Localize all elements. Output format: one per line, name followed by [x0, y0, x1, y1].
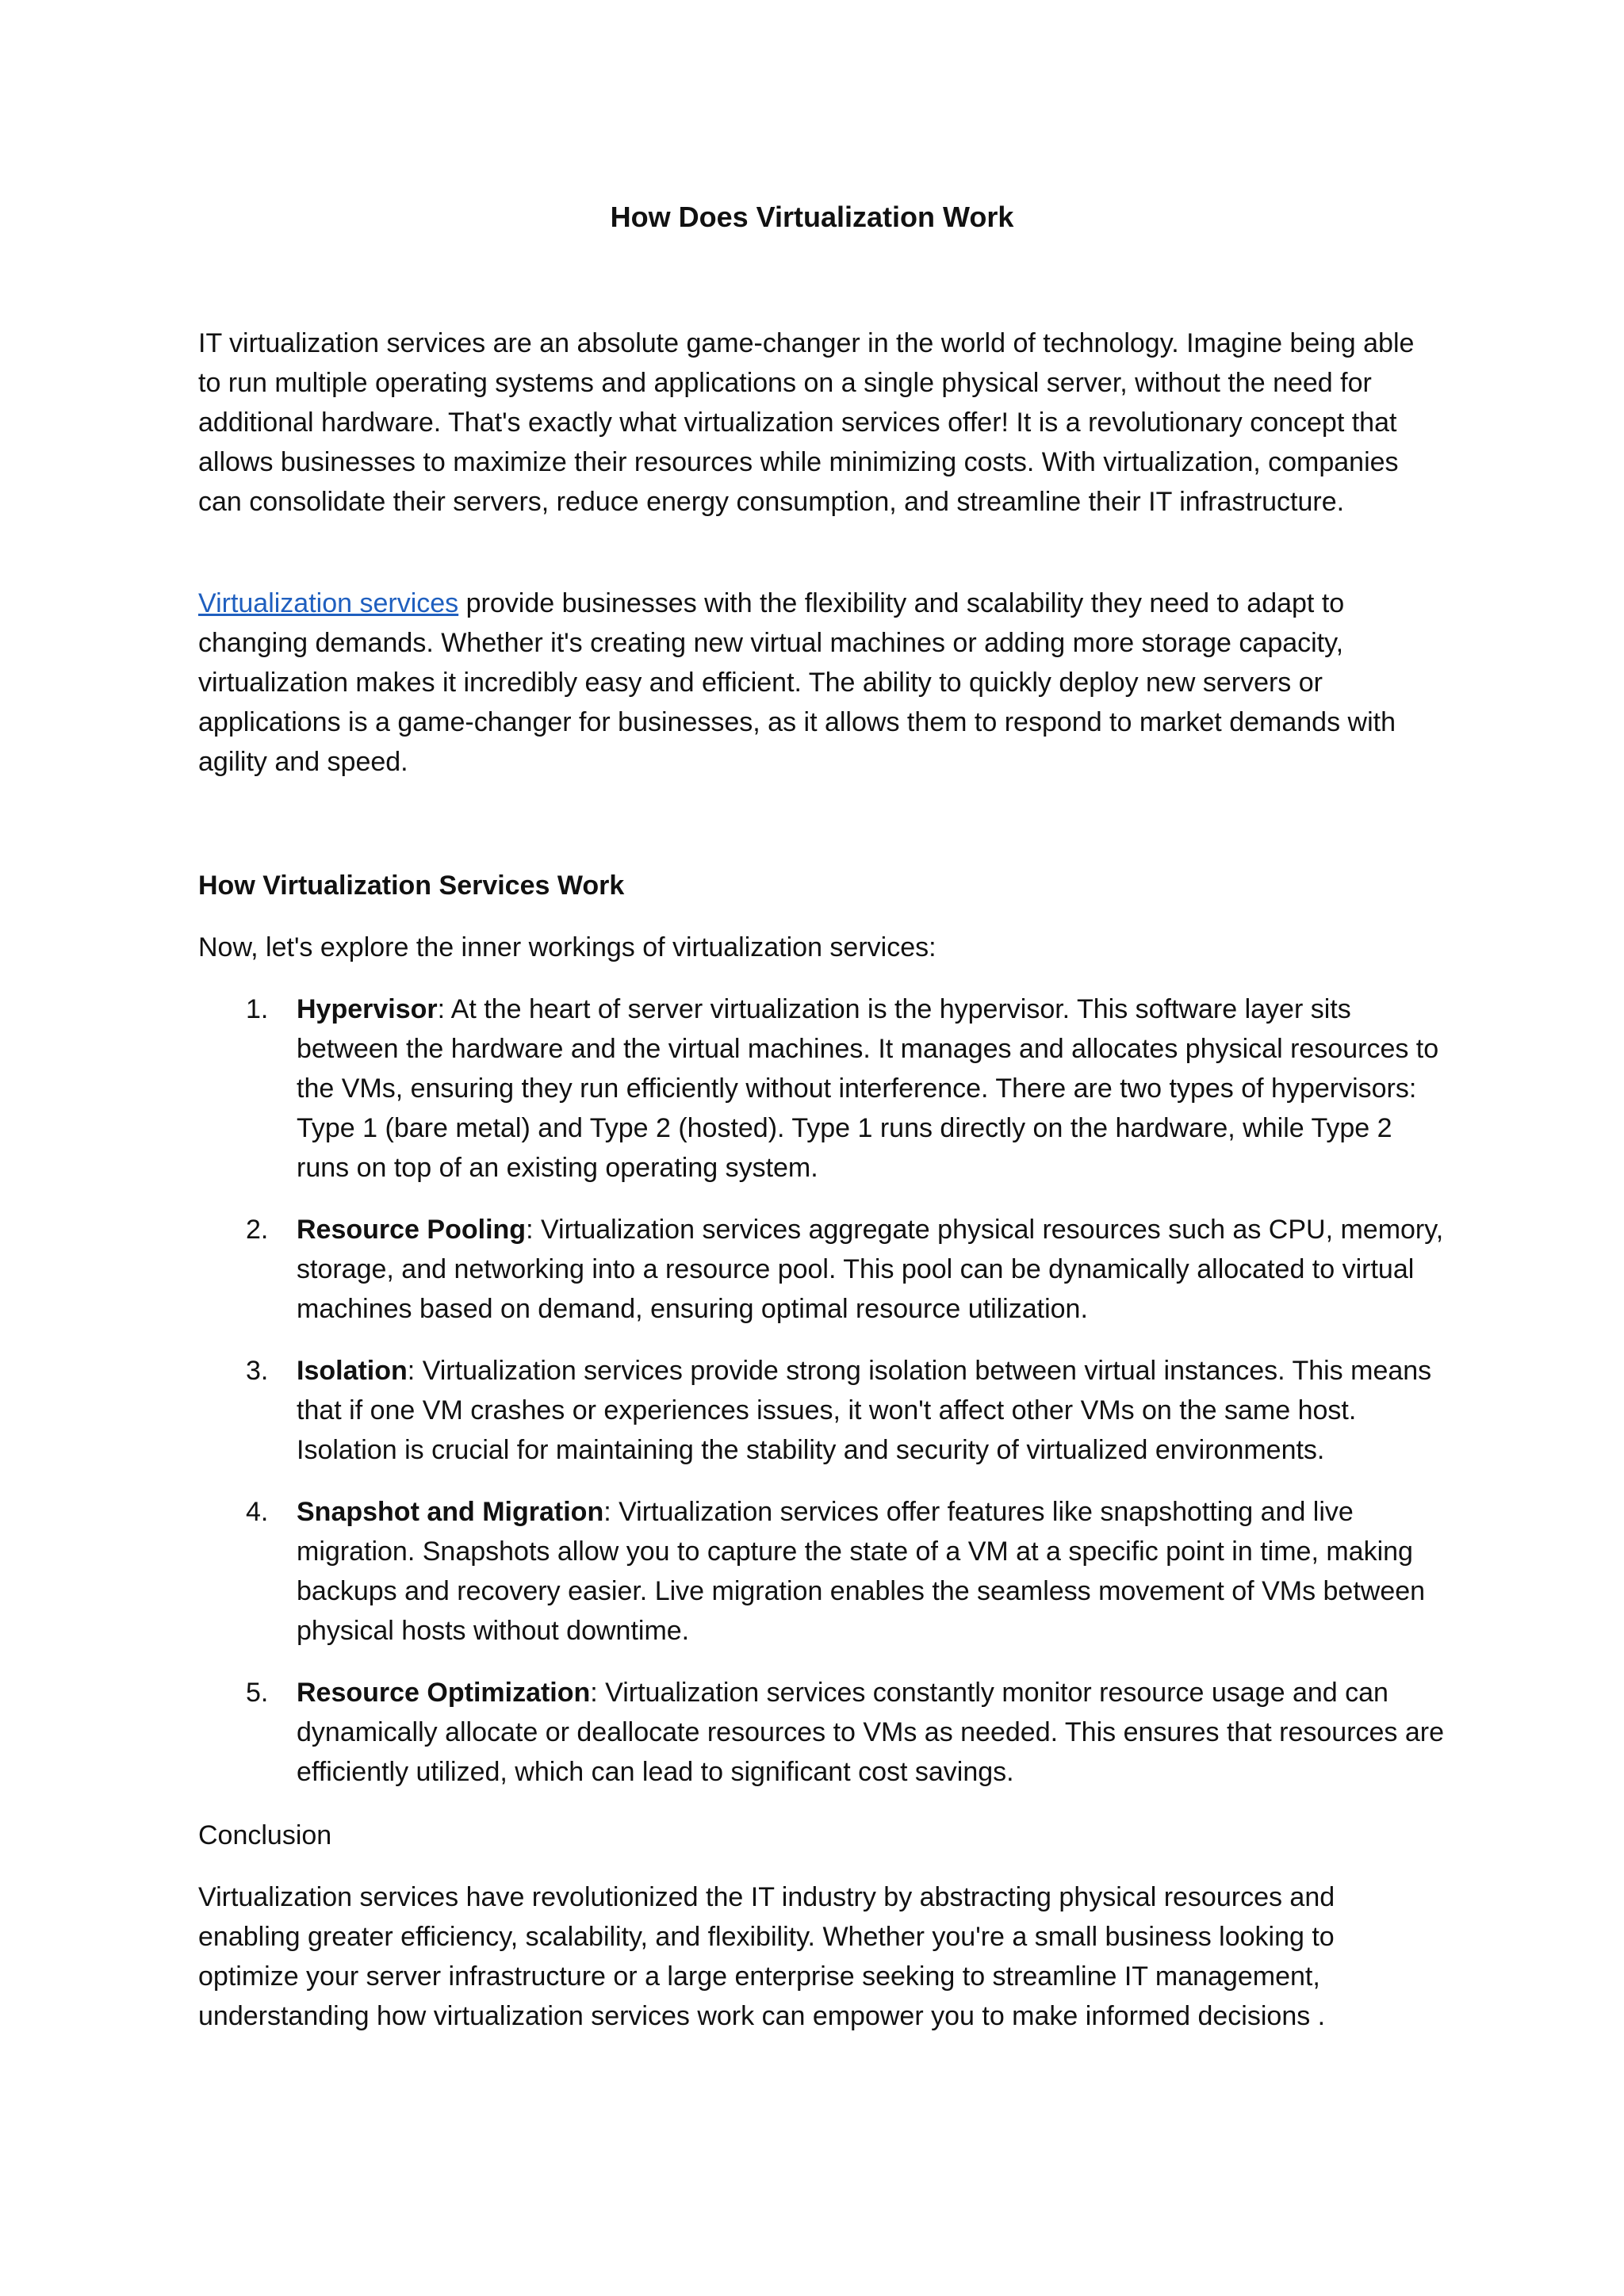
list-item-text: : Virtualization services provide strong isolation between virtual instances. This means that if one VM crashes or experiences issues, it won't affect other VMs on the same host. Isolation is crucial for maintaining the stability and security of virtualized environments.	[297, 1356, 1432, 1465]
conclusion-label: Conclusion	[198, 1820, 332, 1850]
list-item-number: 3.	[246, 1356, 269, 1386]
list-item-number: 2.	[246, 1215, 269, 1245]
list-item-text: : Virtualization services offer features like snapshotting and live migration. Snapshots allow you to capture the state of a VM at a specific point in time, making backups and recovery easier. Live migration enables the seamless movement of VMs between physical hosts without downtime.	[297, 1497, 1426, 1646]
list-item-text: : Virtualization services constantly monitor resource usage and can dynamically allocate or deallocate resources to VMs as needed. This ensures that resources are efficiently utilized, which can lead to significant cost savings.	[297, 1678, 1445, 1787]
second-paragraph-text: provide businesses with the flexibility and scalability they need to adapt to changing demands. Whether it's creating new virtual machines or adding more storage capacity, virtualization makes it incredibly easy and efficient. The ability to quickly deploy new servers or applications is a game-changer for businesses, as it allows them to respond to market demands with agility and speed.	[198, 588, 1396, 777]
section-intro: Now, let's explore the inner workings of virtualization services:	[198, 932, 936, 962]
list-item	[198, 1351, 1451, 1470]
steps-list	[198, 989, 1451, 1814]
list-item-number: 4.	[246, 1497, 269, 1527]
list-item-term: Resource Pooling	[297, 1215, 527, 1245]
list-item-term: Snapshot and Migration	[297, 1497, 604, 1527]
list-item-text: : At the heart of server virtualization is the hypervisor. This software layer sits between the hardware and the virtual machines. It manages and allocates physical resources to the VMs, ensuring they run efficiently without interference. There are two types of hypervisors: Type 1 (bare metal) and Type 2 (hosted). Type 1 runs directly on the hardware, while Type 2 runs on top of an existing operating system.	[297, 994, 1439, 1183]
document-title: How Does Virtualization Work	[610, 201, 1014, 233]
list-item-text: : Virtualization services aggregate physical resources such as CPU, memory, storage, and networking into a resource pool. This pool can be dynamically allocated to virtual machines based on demand, ensuring optimal resource utilization.	[297, 1215, 1444, 1324]
section-heading: How Virtualization Services Work	[198, 871, 625, 901]
list-item	[198, 1673, 1451, 1792]
intro-paragraph: IT virtualization services are an absolute game-changer in the world of technology. Imagine being able to run multiple operating systems and applications on a single physical server, without the need for additional hardware. That's exactly what virtualization services offer! It is a revolutionary concept that allows businesses to maximize their resources while minimizing costs. With virtualization, companies can consolidate their servers, reduce energy consumption, and streamline their IT infrastructure.	[198, 328, 1415, 517]
list-item-number: 1.	[246, 994, 269, 1024]
virtualization-services-link[interactable]: Virtualization services	[198, 588, 459, 618]
list-item	[198, 1492, 1451, 1651]
list-item	[198, 1210, 1451, 1329]
list-item-term: Resource Optimization	[297, 1678, 591, 1708]
list-item	[198, 989, 1451, 1188]
second-paragraph	[198, 584, 1435, 782]
list-item-term: Isolation	[297, 1356, 408, 1386]
conclusion-paragraph: Virtualization services have revolutionized the IT industry by abstracting physical resources and enabling greater efficiency, scalability, and flexibility. Whether you're a small business looking to optimize your server infrastructure or a large enterprise seeking to streamline IT management, understanding how virtualization services work can empower you to make informed decisions .	[198, 1882, 1335, 2031]
list-item-term: Hypervisor	[297, 994, 438, 1024]
list-item-number: 5.	[246, 1678, 269, 1708]
